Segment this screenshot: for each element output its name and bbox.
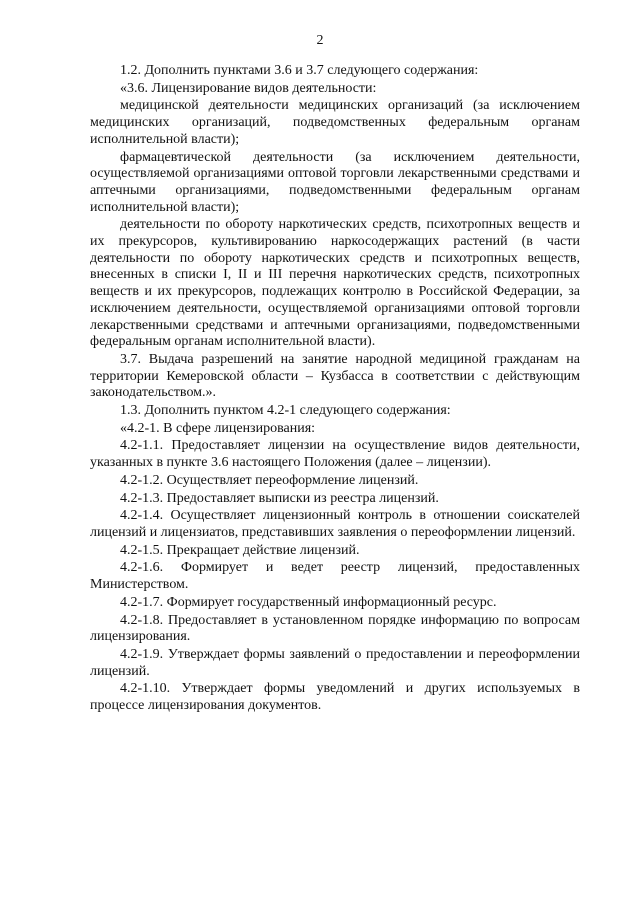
paragraph-4-2-1-1: 4.2-1.1. Предоставляет лицензии на осуществление видов деятельности, указанных в пункте 3.6 настоящего Положения (далее – лицензии). xyxy=(90,438,580,471)
paragraph-4-2-1-2: 4.2-1.2. Осуществляет переоформление лицензий. xyxy=(120,472,419,488)
paragraph-narcotics-activity: деятельности по обороту наркотических средств, психотропных веществ и их прекурсоров, культивированию наркосодержащих растений (в части деятельности по обороту наркотических средств и психотропных веществ, внесенных в списки I, II и III перечня наркотических средств, психотропных веществ и их прекурсоров, подлежащих контролю в Российской Федерации, за исключением деятельности, осуществляемой организациями оптовой торговли лекарственными средствами и аптечными организациями, подведомственными федеральным органам исполнительной власти). xyxy=(90,217,580,350)
paragraph-4-2-1-6: 4.2-1.6. Формирует и ведет реестр лицензий, предоставленных Министерством. xyxy=(90,560,580,593)
paragraph-4-2-1-3: 4.2-1.3. Предоставляет выписки из реестра лицензий. xyxy=(120,490,439,506)
paragraph-4-2-1-10: 4.2-1.10. Утверждает формы уведомлений и других используемых в процессе лицензирования документов. xyxy=(90,681,580,714)
paragraph-4-2-1-4: 4.2-1.4. Осуществляет лицензионный контроль в отношении соискателей лицензий и лицензиатов, представивших заявления о переоформлении лицензий. xyxy=(90,508,580,540)
paragraph-medical-activity: медицинской деятельности медицинских организаций (за исключением медицинских организаций, подведомственных федеральным органам исполнительной власти); xyxy=(90,98,580,147)
paragraph-4-2-1-7: 4.2-1.7. Формирует государственный информационный ресурс. xyxy=(120,594,497,610)
paragraph-3-6-heading: «3.6. Лицензирование видов деятельности: xyxy=(120,80,377,96)
paragraph-pharmaceutical-activity: фармацевтической деятельности (за исключением деятельности, осуществляемой организациями оптовой торговли лекарственными средствами и аптечными организациями, подведомственными федеральным органам исполнительной власти); xyxy=(90,149,580,215)
paragraph-4-2-1-5: 4.2-1.5. Прекращает действие лицензий. xyxy=(120,542,360,558)
paragraph-4-2-1-9: 4.2-1.9. Утверждает формы заявлений о предоставлении и переоформлении лицензий. xyxy=(90,646,580,679)
document-body xyxy=(90,63,580,715)
page-number: 2 xyxy=(316,33,324,48)
paragraph-1-2: 1.2. Дополнить пунктами 3.6 и 3.7 следующего содержания: xyxy=(120,63,479,78)
paragraph-4-2-1-8: 4.2-1.8. Предоставляет в установленном порядке информацию по вопросам лицензирования. xyxy=(90,612,580,645)
paragraph-1-3: 1.3. Дополнить пунктом 4.2-1 следующего содержания: xyxy=(120,403,451,419)
paragraph-4-2-1: «4.2-1. В сфере лицензирования: xyxy=(120,420,316,436)
paragraph-3-7: 3.7. Выдача разрешений на занятие народной медициной гражданам на территории Кемеровской области – Кузбасса в соответствии с действующим законодательством.». xyxy=(90,351,580,401)
